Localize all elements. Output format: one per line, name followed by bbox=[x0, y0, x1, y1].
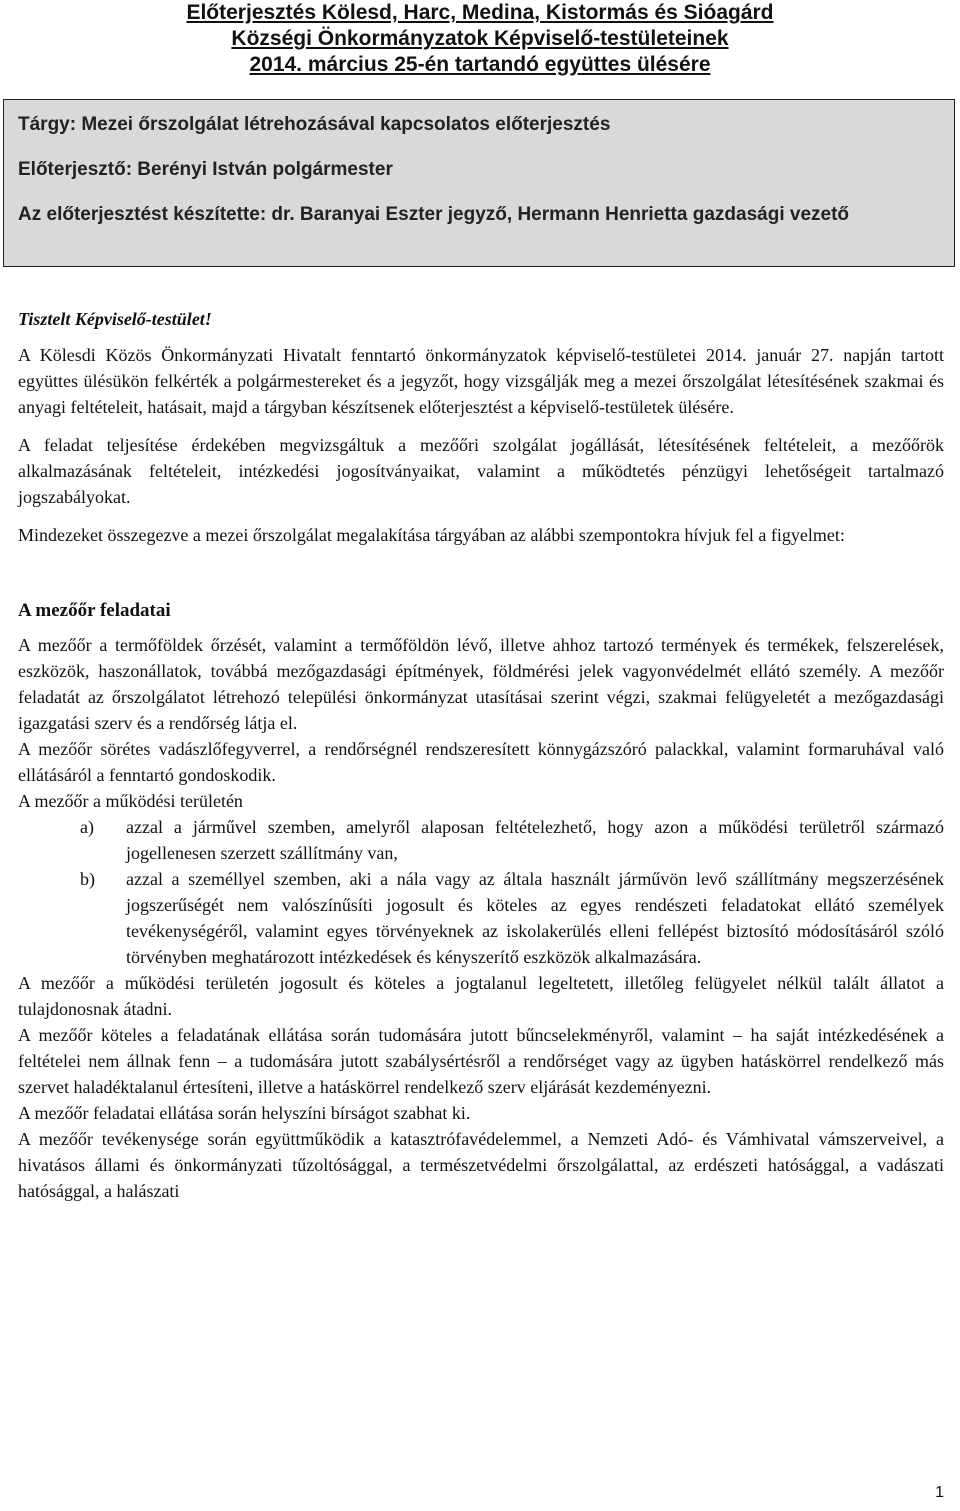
list-item bbox=[18, 814, 944, 866]
paragraph-territory: A mezőőr a működési területén bbox=[18, 791, 243, 811]
paragraph-definition: A mezőőr a termőföldek őrzését, valamint a termőföldön lévő, illetve ahhoz tartozó termények és termékek, felszerelések, eszközök, haszonállatok, továbbá mezőgazdasági építmények, földmérési jelek vagyonvédelmét ellátó személy. A mezőőr feladatát az őrszolgálatot létrehozó települési önkormányzat utasításai szerint végzi, szakmai felügyeletét a mezőgazdasági igazgatási szerv és a rendőrség látja el. bbox=[18, 635, 944, 733]
paragraph-fines: A mezőőr feladatai ellátása során helyszíni bírságot szabhat ki. bbox=[18, 1103, 471, 1123]
info-box bbox=[3, 99, 955, 267]
section-title: A mezőőr feladatai bbox=[18, 600, 171, 621]
paragraph-cooperation: A mezőőr tevékenysége során együttműködik a katasztrófavédelemmel, a Nemzeti Adó- és Vámhivatal vámszerveivel, a hivatásos állami és önkormányzati tűzoltósággal, a természetvédelmi őrszolgálattal, az erdészeti hatósággal, a vadászati hatósággal, a halászati bbox=[18, 1129, 944, 1201]
prepared-by-line: Az előterjesztést készítette: dr. Baranyai Eszter jegyző, Hermann Henrietta gazdasági vezető bbox=[18, 204, 850, 225]
paragraph-reporting: A mezőőr köteles a feladatának ellátása során tudomására jutott bűncselekményről, valamint – ha saját intézkedésének a feltételei nem állnak fenn – a tudomására jutott szabálysértésről a rendőrséget vagy az ügyben hatáskörrel rendelkező más szervet haladéktalanul értesíteni, illetve a hatáskörrel rendelkező szerv eljárását kezdeményezni. bbox=[18, 1025, 944, 1097]
header-line-1: Előterjesztés Kölesd, Harc, Medina, Kistormás és Sióagárd bbox=[186, 1, 774, 24]
document-body bbox=[18, 306, 944, 1204]
salutation: Tisztelt Képviselő-testület! bbox=[18, 309, 212, 329]
list-item-text: azzal a személlyel szemben, aki a nála vagy az általa használt járművön levő szállítmány megszerzésének jogszerűségét nem valószínűsíti jogosult és köteles az egyes rendészeti feladatokat ellátó személyek tevékenységéről, valamint egyes törvényeknek az iskolakerülés elleni fellépést biztosító módosításáról szóló törvényben meghatározott intézkedések és kényszerítő eszközök alkalmazására. bbox=[126, 869, 944, 967]
header-line-3: 2014. március 25-én tartandó együttes ülésére bbox=[249, 53, 711, 76]
paragraph-animals: A mezőőr a működési területén jogosult és köteles a jogtalanul legeltetett, illetőleg felügyelet nélkül talált állatot a tulajdonosnak átadni. bbox=[18, 973, 944, 1019]
document-header bbox=[0, 0, 960, 78]
powers-list bbox=[18, 814, 944, 970]
paragraph-intro: A Kölesdi Közös Önkormányzati Hivatalt fenntartó önkormányzatok képviselő-testületei 2014. január 27. napján tartott együttes ülésükön felkérték a polgármestereket és a jegyzőt, hogy vizsgálják meg a mezei őrszolgálat létesítésének szakmai és anyagi feltételeit, hatásait, majd a tárgyban készítsenek előterjesztést a képviselő-testületek ülésére. bbox=[18, 345, 944, 417]
presenter-line: Előterjesztő: Berényi István polgármester bbox=[18, 159, 393, 180]
list-item-label: a) bbox=[80, 817, 94, 837]
list-item-text: azzal a járművel szemben, amelyről alaposan feltételezhető, hogy azon a működési területről származó jogellenesen szerzett szállítmány van, bbox=[126, 817, 944, 863]
page-number: 1 bbox=[935, 1484, 944, 1501]
paragraph-summary: Mindezeket összegezve a mezei őrszolgálat megalakítása tárgyában az alábbi szempontokra hívjuk fel a figyelmet: bbox=[18, 525, 845, 545]
list-item bbox=[18, 866, 944, 970]
list-item-label: b) bbox=[80, 869, 95, 889]
paragraph-equipment: A mezőőr sörétes vadászlőfegyverrel, a rendőrségnél rendszeresített könnygázszóró palackkal, valamint formaruhával való ellátásáról a fenntartó gondoskodik. bbox=[18, 739, 944, 785]
paragraph-review: A feladat teljesítése érdekében megvizsgáltuk a mezőőri szolgálat jogállását, létesítésének feltételeit, a mezőőrök alkalmazásának feltételeit, intézkedési jogosítványaikat, valamint a működtetés pénzügyi lehetőségeit tartalmazó jogszabályokat. bbox=[18, 435, 944, 507]
subject-line: Tárgy: Mezei őrszolgálat létrehozásával kapcsolatos előterjesztés bbox=[18, 114, 611, 135]
header-line-2: Községi Önkormányzatok Képviselő-testületeinek bbox=[231, 27, 729, 50]
